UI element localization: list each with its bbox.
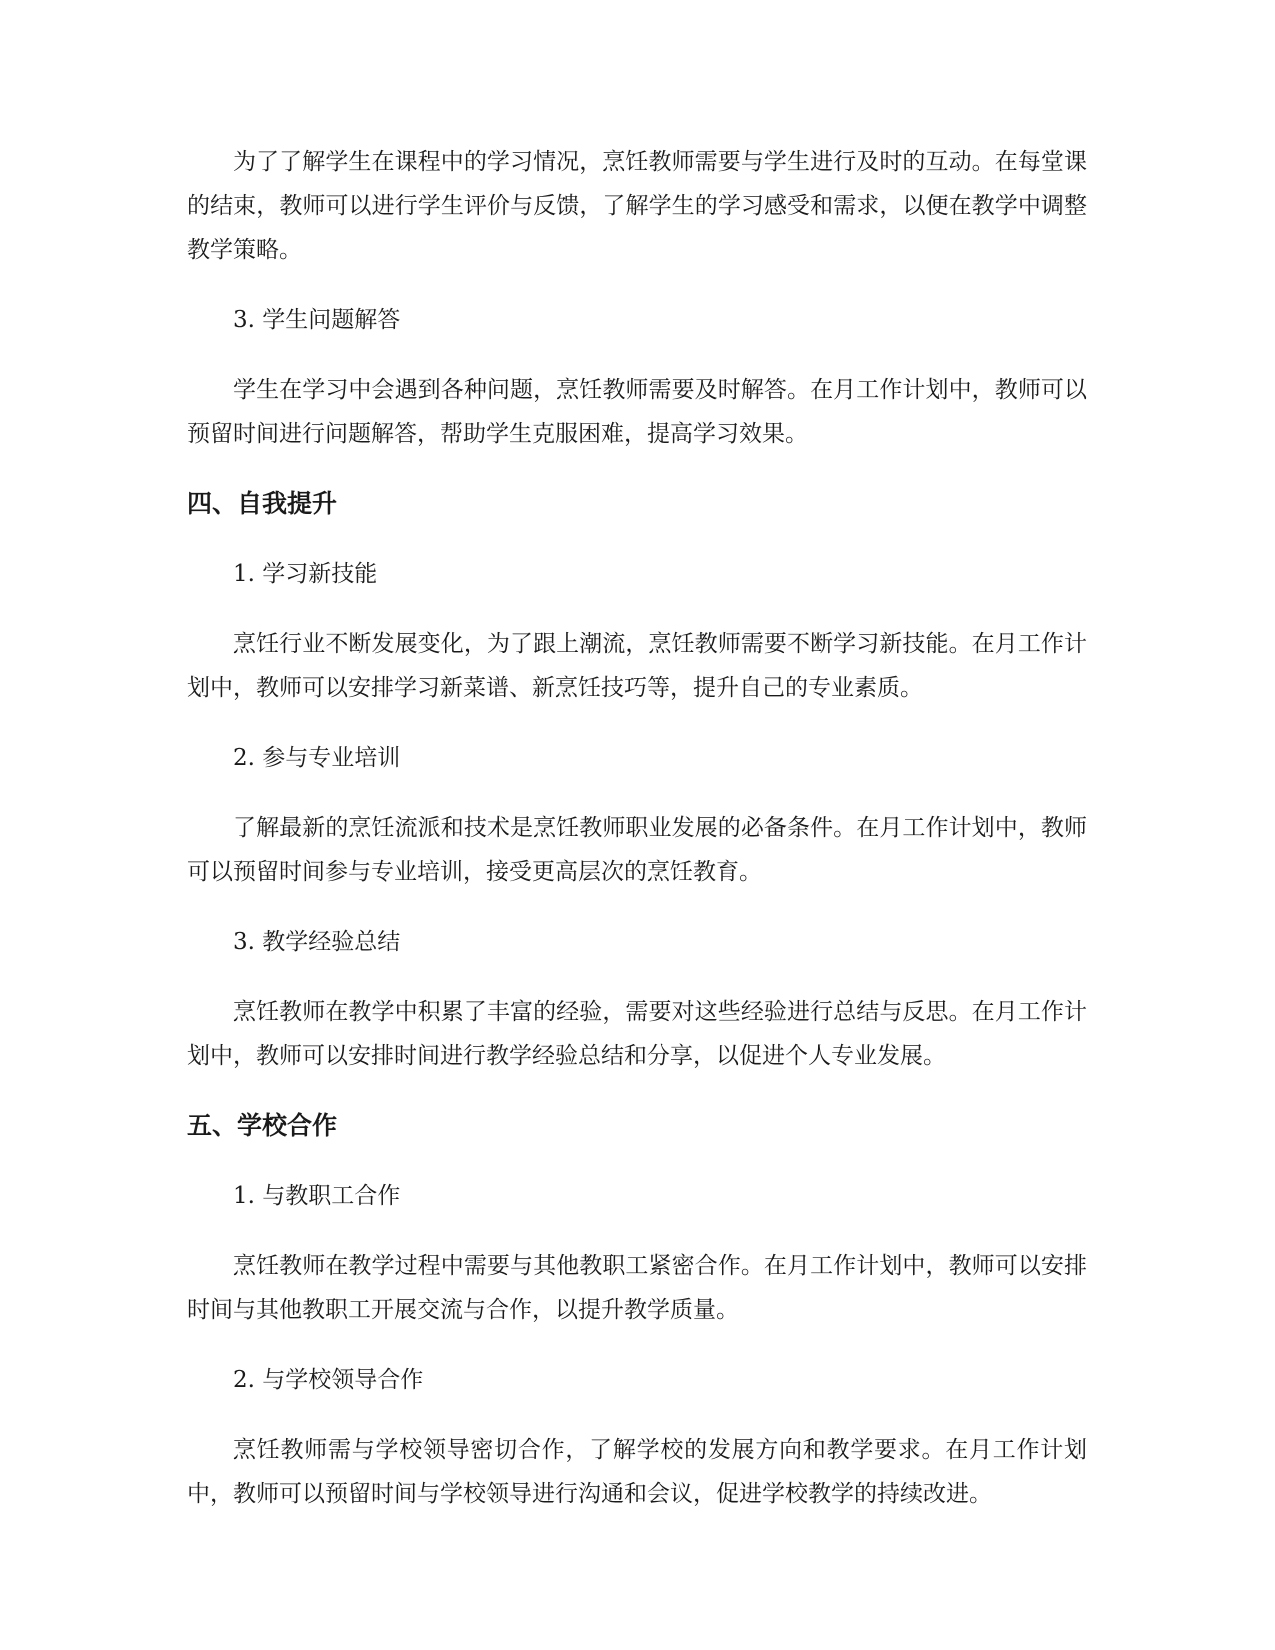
document-page [187, 140, 1087, 1542]
heading-self-improvement: 四、自我提升 [187, 489, 338, 518]
paragraph-professional-training: 了解最新的烹饪流派和技术是烹饪教师职业发展的必备条件。在月工作计划中，教师可以预留时间参与专业培训，接受更高层次的烹饪教育。 [187, 815, 1087, 885]
paragraph-question-answering: 学生在学习中会遇到各种问题，烹饪教师需要及时解答。在月工作计划中，教师可以预留时间进行问题解答，帮助学生克服困难，提高学习效果。 [187, 377, 1087, 447]
paragraph-teaching-summary: 烹饪教师在教学中积累了丰富的经验，需要对这些经验进行总结与反思。在月工作计划中，教师可以安排时间进行教学经验总结和分享，以促进个人专业发展。 [187, 999, 1087, 1069]
item-learn-new-skills: 1. 学习新技能 [233, 561, 378, 587]
heading-school-cooperation: 五、学校合作 [187, 1111, 338, 1140]
item-professional-training: 2. 参与专业培训 [233, 745, 401, 771]
paragraph-student-feedback: 为了了解学生在课程中的学习情况，烹饪教师需要与学生进行及时的互动。在每堂课的结束，教师可以进行学生评价与反馈，了解学生的学习感受和需求，以便在教学中调整教学策略。 [187, 149, 1087, 263]
paragraph-staff-cooperation: 烹饪教师在教学过程中需要与其他教职工紧密合作。在月工作计划中，教师可以安排时间与其他教职工开展交流与合作，以提升教学质量。 [187, 1253, 1087, 1323]
item-student-questions: 3. 学生问题解答 [233, 307, 401, 333]
item-staff-cooperation: 1. 与教职工合作 [233, 1183, 401, 1209]
item-teaching-summary: 3. 教学经验总结 [233, 929, 401, 955]
paragraph-new-skills: 烹饪行业不断发展变化，为了跟上潮流，烹饪教师需要不断学习新技能。在月工作计划中，教师可以安排学习新菜谱、新烹饪技巧等，提升自己的专业素质。 [187, 631, 1087, 701]
item-leadership-cooperation: 2. 与学校领导合作 [233, 1367, 424, 1393]
paragraph-leadership-cooperation: 烹饪教师需与学校领导密切合作，了解学校的发展方向和教学要求。在月工作计划中，教师可以预留时间与学校领导进行沟通和会议，促进学校教学的持续改进。 [187, 1437, 1087, 1507]
